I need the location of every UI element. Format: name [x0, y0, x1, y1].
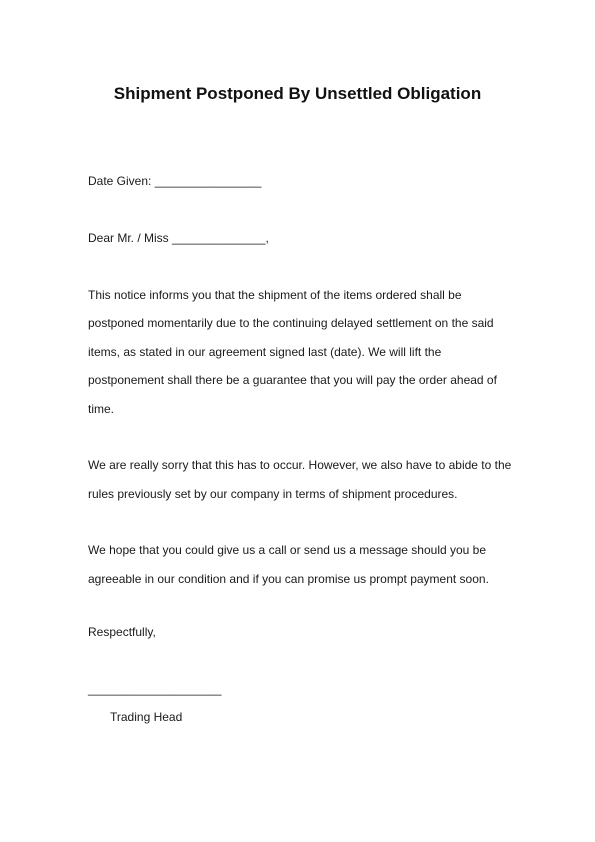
closing: Respectfully, — [88, 625, 156, 639]
paragraph-line: We are really sorry that this has to occur. However, we also have to abide to the — [88, 458, 512, 472]
paragraph-line: agreeable in our condition and if you can promise us prompt payment soon. — [88, 572, 489, 586]
paragraph-line: items, as stated in our agreement signed last (date). We will lift the — [88, 345, 442, 359]
paragraph-line: rules previously set by our company in terms of shipment procedures. — [88, 487, 458, 501]
salutation: Dear Mr. / Miss ______________, — [88, 231, 269, 245]
paragraph-line: postponed momentarily due to the continuing delayed settlement on the said — [88, 316, 494, 330]
date-line: Date Given: ________________ — [88, 174, 262, 188]
paragraph-line: We hope that you could give us a call or send us a message should you be — [88, 543, 487, 557]
document-title: Shipment Postponed By Unsettled Obligation — [113, 84, 482, 103]
paragraph-line: This notice informs you that the shipment of the items ordered shall be — [88, 288, 462, 302]
signature-line: ____________________ — [88, 682, 222, 696]
signer-title: Trading Head — [110, 710, 183, 724]
paragraph-line: time. — [88, 402, 115, 416]
paragraph-line: postponement shall there be a guarantee that you will pay the order ahead of — [88, 373, 497, 387]
